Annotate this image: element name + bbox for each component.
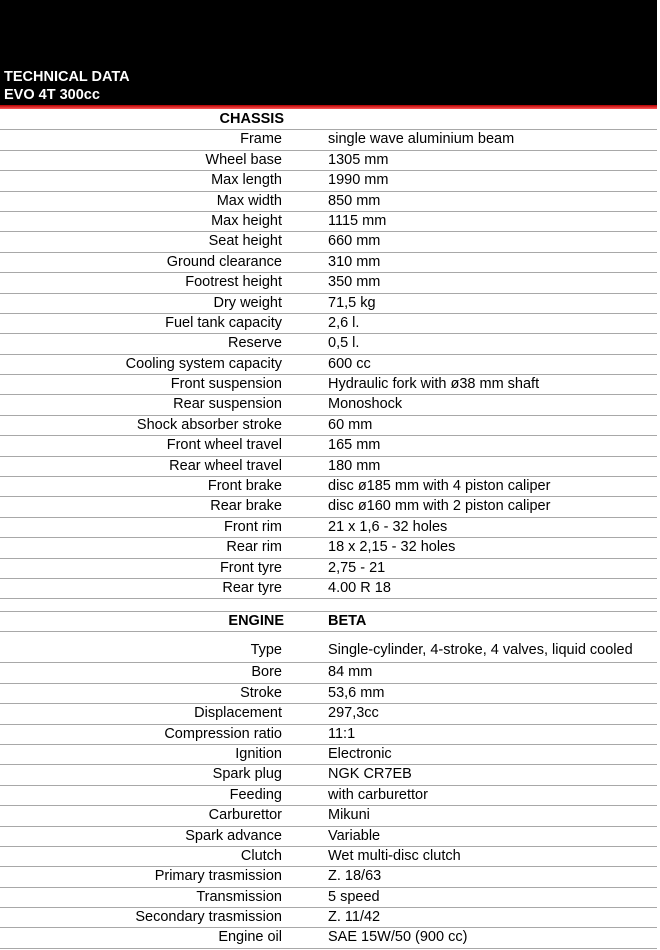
spec-row-clutch — [0, 847, 657, 867]
spec-row-ground-clearance — [0, 253, 657, 273]
spec-row-wheel-base — [0, 151, 657, 171]
spec-row-front-tyre — [0, 559, 657, 579]
spec-value: Hydraulic fork with ø38 mm shaft — [328, 376, 540, 393]
spec-row-rear-brake — [0, 497, 657, 517]
spec-label: Seat height — [208, 233, 282, 250]
spec-value: 2,75 - 21 — [328, 559, 386, 576]
spec-row-carburettor — [0, 806, 657, 826]
spec-label: Reserve — [228, 335, 282, 352]
spec-label: Ground clearance — [166, 253, 282, 270]
title-line-technical-data: TECHNICAL DATA — [4, 69, 130, 85]
spec-label: Front brake — [207, 478, 282, 495]
spec-value: 18 x 2,15 - 32 holes — [328, 539, 456, 556]
spec-label: Secondary trasmission — [135, 909, 282, 926]
spec-row-front-brake — [0, 477, 657, 497]
spec-row-stroke — [0, 684, 657, 704]
spec-row-footrest-height — [0, 273, 657, 293]
spec-value: Mikuni — [328, 807, 370, 824]
spec-row-engine-oil — [0, 928, 657, 948]
spec-value: 180 mm — [328, 457, 381, 474]
spec-row-reserve — [0, 334, 657, 354]
spec-value: disc ø160 mm with 2 piston caliper — [328, 498, 551, 515]
spec-label: Shock absorber stroke — [136, 416, 282, 433]
spec-value: 0,5 l. — [328, 335, 360, 352]
spec-row-bore — [0, 663, 657, 683]
spec-label: Feeding — [229, 786, 282, 803]
spec-value: 600 cc — [328, 355, 371, 372]
spec-label: Clutch — [240, 847, 282, 864]
spec-label: Rear wheel travel — [169, 457, 282, 474]
spec-value: 2,6 l. — [328, 314, 360, 331]
spec-label: Spark advance — [185, 827, 282, 844]
chassis-section — [0, 110, 657, 599]
spec-row-feeding — [0, 786, 657, 806]
spec-value: 310 mm — [328, 253, 381, 270]
spec-value: 660 mm — [328, 233, 381, 250]
spec-label: Stroke — [240, 684, 282, 701]
spec-value: 60 mm — [328, 416, 373, 433]
spec-label: Carburettor — [208, 807, 282, 824]
spec-row-front-wheel-travel — [0, 436, 657, 456]
spec-label: Wheel base — [205, 151, 282, 168]
spec-value: Z. 11/42 — [328, 909, 381, 926]
spec-value: with carburettor — [328, 786, 428, 803]
spec-value: 850 mm — [328, 192, 381, 209]
spec-value: 53,6 mm — [328, 684, 385, 701]
spec-value: 350 mm — [328, 274, 381, 291]
spec-row-max-length — [0, 171, 657, 191]
chassis-heading-row — [0, 110, 657, 130]
section-divider — [0, 594, 657, 612]
spec-label: Spark plug — [212, 766, 282, 783]
engine-section — [0, 594, 657, 949]
spec-label: Bore — [251, 664, 282, 681]
spec-label: Displacement — [194, 705, 282, 722]
spec-label: Type — [250, 642, 282, 659]
spec-value: 297,3cc — [328, 705, 379, 722]
document-title — [4, 68, 130, 104]
spec-value: 11:1 — [328, 725, 356, 742]
spec-value: single wave aluminium beam — [328, 131, 515, 148]
spec-label: Compression ratio — [164, 725, 282, 742]
spec-value: 4.00 R 18 — [328, 579, 391, 596]
chassis-heading: CHASSIS — [219, 111, 284, 127]
spec-value: SAE 15W/50 (900 cc) — [328, 929, 468, 946]
spec-label: Rear rim — [226, 539, 282, 556]
spec-label: Transmission — [196, 888, 282, 905]
engine-heading: ENGINE — [228, 613, 284, 629]
spec-row-shock-absorber-stroke — [0, 416, 657, 436]
spec-value: Monoshock — [328, 396, 403, 413]
spec-value: disc ø185 mm with 4 piston caliper — [328, 478, 551, 495]
spec-value: 21 x 1,6 - 32 holes — [328, 518, 448, 535]
spec-label: Ignition — [235, 745, 282, 762]
engine-heading-row — [0, 612, 657, 632]
spec-row-spark-advance — [0, 827, 657, 847]
spec-label: Frame — [240, 131, 282, 148]
spec-value: NGK CR7EB — [328, 766, 412, 783]
spec-value: 1305 mm — [328, 151, 389, 168]
spec-row-compression-ratio — [0, 725, 657, 745]
spec-row-secondary-trasmission — [0, 908, 657, 928]
spec-label: Max length — [211, 172, 282, 189]
engine-brand: BETA — [328, 613, 367, 629]
spec-label: Primary trasmission — [154, 868, 282, 885]
spec-label: Engine oil — [218, 929, 282, 946]
spec-row-front-rim — [0, 518, 657, 538]
spec-row-cooling-system-capacity — [0, 355, 657, 375]
spec-value: 165 mm — [328, 437, 381, 454]
header-red-stripe — [0, 105, 657, 109]
spec-row-displacement — [0, 704, 657, 724]
spec-value: Wet multi-disc clutch — [328, 847, 461, 864]
spec-value: 5 speed — [328, 888, 380, 905]
spec-row-frame — [0, 130, 657, 150]
spec-label: Front wheel travel — [166, 437, 282, 454]
spec-value: Single-cylinder, 4-stroke, 4 valves, liquid cooled — [328, 642, 633, 659]
spec-row-front-suspension — [0, 375, 657, 395]
spec-row-transmission — [0, 888, 657, 908]
spec-row-type — [0, 632, 657, 663]
spec-row-rear-rim — [0, 538, 657, 558]
spec-row-rear-suspension — [0, 395, 657, 415]
spec-label: Front suspension — [170, 376, 282, 393]
spec-label: Rear brake — [210, 498, 282, 515]
spec-value: 1115 mm — [328, 212, 387, 229]
spec-row-seat-height — [0, 232, 657, 252]
spec-label: Max height — [211, 212, 282, 229]
spec-row-dry-weight — [0, 294, 657, 314]
spec-row-rear-wheel-travel — [0, 457, 657, 477]
spec-row-max-width — [0, 192, 657, 212]
spec-value: Z. 18/63 — [328, 868, 382, 885]
spec-label: Fuel tank capacity — [165, 314, 282, 331]
spec-label: Footrest height — [185, 274, 282, 291]
spec-row-ignition — [0, 745, 657, 765]
spec-row-spark-plug — [0, 765, 657, 785]
spec-value: 71,5 kg — [328, 294, 376, 311]
spec-value: Electronic — [328, 745, 392, 762]
title-line-model: EVO 4T 300cc — [4, 87, 100, 103]
header-banner — [0, 0, 657, 107]
spec-label: Front rim — [224, 518, 282, 535]
spec-row-max-height — [0, 212, 657, 232]
spec-label: Dry weight — [213, 294, 282, 311]
spec-value: 84 mm — [328, 664, 373, 681]
spec-label: Rear suspension — [173, 396, 282, 413]
spec-row-primary-trasmission — [0, 867, 657, 887]
spec-label: Max width — [216, 192, 282, 209]
spec-label: Cooling system capacity — [125, 355, 282, 372]
spec-value: Variable — [328, 827, 381, 844]
spec-label: Front tyre — [219, 559, 282, 576]
spec-label: Rear tyre — [222, 579, 282, 596]
spec-row-fuel-tank-capacity — [0, 314, 657, 334]
spec-value: 1990 mm — [328, 172, 389, 189]
